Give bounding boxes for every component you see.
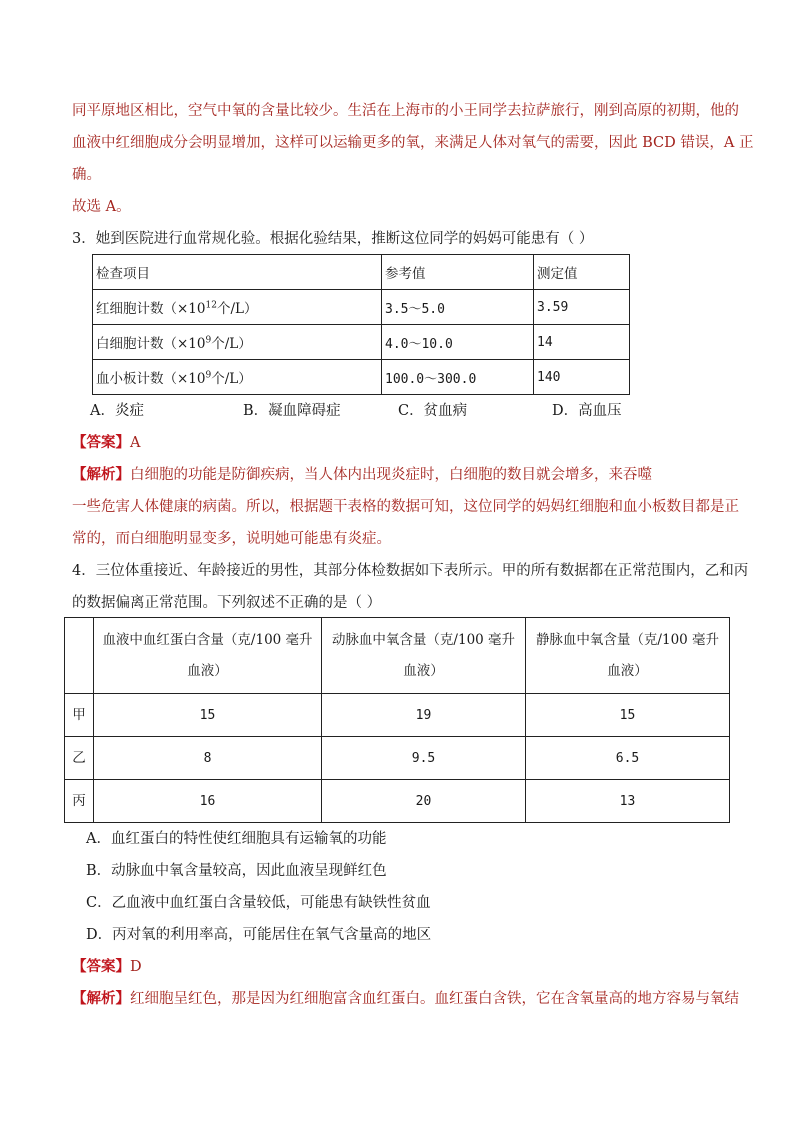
q3-option-b: B．凝血障碍症 xyxy=(243,403,341,419)
q4-header-arterial: 动脉血中氧含量（克/100 毫升 血液） xyxy=(322,618,526,694)
q3-option-d: D．高血压 xyxy=(552,403,622,419)
q3-table xyxy=(92,254,630,395)
q4-option-d: D．丙对氧的利用率高，可能居住在氧气含量高的地区 xyxy=(86,927,432,943)
analysis-tag: 【解析】 xyxy=(72,466,130,483)
q4-stem-line-2: 的数据偏离正常范围。下列叙述不正确的是（ ） xyxy=(72,595,382,611)
q4-cell: 13 xyxy=(526,780,730,823)
q4-cell: 9.5 xyxy=(322,737,526,780)
table-row xyxy=(65,737,730,780)
q3-option-c: C．贫血病 xyxy=(398,403,468,419)
q2-analysis-line-1: 同平原地区相比，空气中氧的含量比较少。生活在上海市的小王同学去拉萨旅行，刚到高原的初期，他的 xyxy=(72,103,739,119)
q4-analysis-line-1: 【解析】红细胞呈红色，那是因为红细胞富含血红蛋白。血红蛋白含铁，它在含氧量高的地方容易与氧结 xyxy=(72,990,739,1007)
answer-value: D xyxy=(130,959,142,975)
analysis-tag: 【解析】 xyxy=(72,990,130,1007)
table-row xyxy=(65,694,730,737)
q3-header-item: 检查项目 xyxy=(93,255,382,290)
answer-tag: 【答案】 xyxy=(72,434,130,451)
q4-cell: 20 xyxy=(322,780,526,823)
q4-cell: 8 xyxy=(94,737,322,780)
q4-stem-line-1: 4．三位体重接近、年龄接近的男性，其部分体检数据如下表所示。甲的所有数据都在正常范围内，乙和丙 xyxy=(72,563,749,579)
q4-cell: 15 xyxy=(526,694,730,737)
q3-answer xyxy=(72,433,140,453)
table-header-row xyxy=(65,618,730,694)
table-row xyxy=(65,780,730,823)
q4-option-b: B．动脉血中氧含量较高，因此血液呈现鲜红色 xyxy=(86,863,387,879)
q4-cell: 19 xyxy=(322,694,526,737)
q2-analysis-line-2: 血液中红细胞成分会明显增加，这样可以运输更多的氧，来满足人体对氧气的需要，因此 BCD 错误，A 正 xyxy=(72,135,754,151)
q4-header-venous: 静脉血中氧含量（克/100 毫升 血液） xyxy=(526,618,730,694)
q4-header-hemoglobin: 血液中血红蛋白含量（克/100 毫升 血液） xyxy=(94,618,322,694)
q3-cell-item: 红细胞计数（$\times 10^{12}$个/L） xyxy=(93,290,382,325)
table-header-row xyxy=(93,255,630,290)
q3-cell-ref: 100.0～300.0 xyxy=(382,360,534,395)
q4-header-blank xyxy=(65,618,94,694)
table-row xyxy=(93,325,630,360)
q3-stem: 3．她到医院进行血常规化验。根据化验结果，推断这位同学的妈妈可能患有（ ） xyxy=(72,231,594,247)
q4-table xyxy=(64,617,730,823)
q3-cell-item: 白细胞计数（$\times 10^9$个/L） xyxy=(93,325,382,360)
table-row xyxy=(93,360,630,395)
q3-cell-item: 血小板计数（$\times 10^9$个/L） xyxy=(93,360,382,395)
q3-cell-ref: 4.0～10.0 xyxy=(382,325,534,360)
q2-analysis-line-3: 确。 xyxy=(72,167,101,183)
q4-cell: 16 xyxy=(94,780,322,823)
q3-analysis-line-1: 【解析】白细胞的功能是防御疾病，当人体内出现炎症时，白细胞的数目就会增多，来吞噬 xyxy=(72,466,652,483)
q4-row-label: 乙 xyxy=(65,737,94,780)
q3-option-a: A．炎症 xyxy=(90,403,144,419)
q4-option-c: C．乙血液中血红蛋白含量较低，可能患有缺铁性贫血 xyxy=(86,895,431,911)
q4-cell: 15 xyxy=(94,694,322,737)
q3-analysis-line-2: 一些危害人体健康的病菌。所以，根据题干表格的数据可知，这位同学的妈妈红细胞和血小板数目都是正 xyxy=(72,499,739,515)
q4-answer xyxy=(72,957,142,977)
q3-cell-val: 3.59 xyxy=(534,290,630,325)
q4-option-a: A．血红蛋白的特性使红细胞具有运输氧的功能 xyxy=(86,831,387,847)
q3-header-ref: 参考值 xyxy=(382,255,534,290)
table-row xyxy=(93,290,630,325)
q3-cell-val: 140 xyxy=(534,360,630,395)
q4-row-label: 甲 xyxy=(65,694,94,737)
answer-tag: 【答案】 xyxy=(72,958,130,975)
q3-cell-ref: 3.5～5.0 xyxy=(382,290,534,325)
q3-cell-val: 14 xyxy=(534,325,630,360)
q4-cell: 6.5 xyxy=(526,737,730,780)
answer-value: A xyxy=(130,435,141,451)
q4-row-label: 丙 xyxy=(65,780,94,823)
q3-analysis-line-3: 常的，而白细胞明显变多，说明她可能患有炎症。 xyxy=(72,531,391,547)
q2-conclusion: 故选 A。 xyxy=(72,199,131,215)
q3-header-val: 测定值 xyxy=(534,255,630,290)
